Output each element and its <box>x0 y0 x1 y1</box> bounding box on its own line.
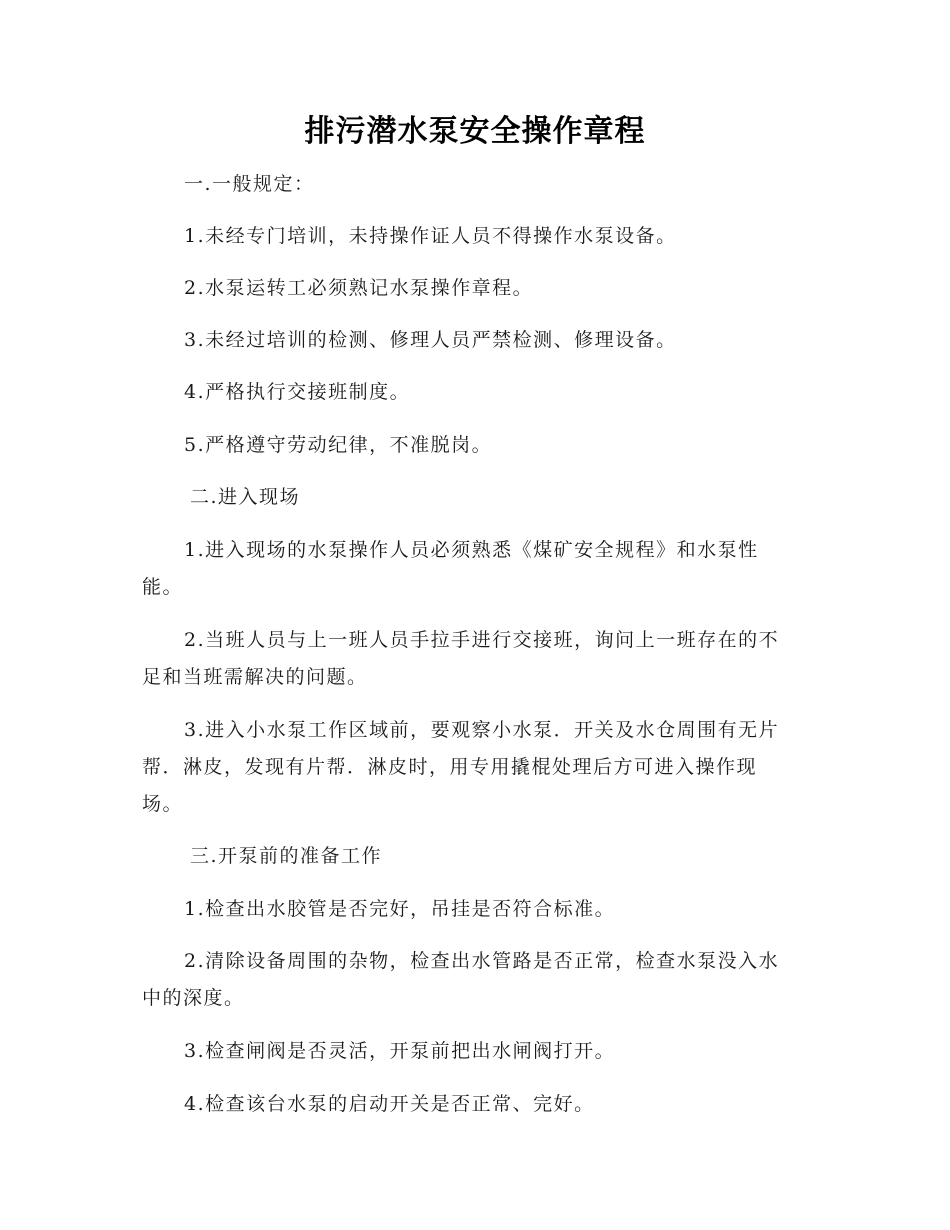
section-heading-enter-site: 二.进入现场 <box>190 486 301 508</box>
section-heading-preparation: 三.开泵前的准备工作 <box>190 845 383 867</box>
paragraph-enter-site-2: 2.当班人员与上一班人员手拉手进行交接班，询问上一班存在的不足和当班需解决的问题。 <box>142 629 780 688</box>
paragraph-preparation-1: 1.检查出水胶管是否完好，吊挂是否符合标准。 <box>184 898 616 920</box>
paragraph-general-2: 2.水泵运转工必须熟记水泵操作章程。 <box>184 277 534 299</box>
paragraph-general-4: 4.严格执行交接班制度。 <box>184 381 411 403</box>
paragraph-preparation-2: 2.清除设备周围的杂物，检查出水管路是否正常，检查水泵没入水中的深度。 <box>142 950 780 1009</box>
paragraph-general-5: 5.严格遵守劳动纪律，不准脱岗。 <box>184 434 493 456</box>
paragraph-general-1: 1.未经专门培训，未持操作证人员不得操作水泵设备。 <box>184 225 677 247</box>
paragraph-preparation-3: 3.检查闸阀是否灵活，开泵前把出水闸阀打开。 <box>184 1040 616 1062</box>
paragraph-enter-site-1: 1.进入现场的水泵操作人员必须熟悉《煤矿安全规程》和水泵性能。 <box>142 539 759 598</box>
paragraph-preparation-4: 4.检查该台水泵的启动开关是否正常、完好。 <box>184 1093 595 1115</box>
section-heading-general: 一.一般规定： <box>184 173 315 195</box>
paragraph-enter-site-3: 3.进入小水泵工作区域前，要观察小水泵．开关及水仓周围有无片帮．淋皮，发现有片帮．淋皮时，用专用撬棍处理后方可进入操作现场。 <box>142 719 780 815</box>
paragraph-general-3: 3.未经过培训的检测、修理人员严禁检测、修理设备。 <box>184 329 677 351</box>
document-title: 排污潜水泵安全操作章程 <box>304 114 646 149</box>
